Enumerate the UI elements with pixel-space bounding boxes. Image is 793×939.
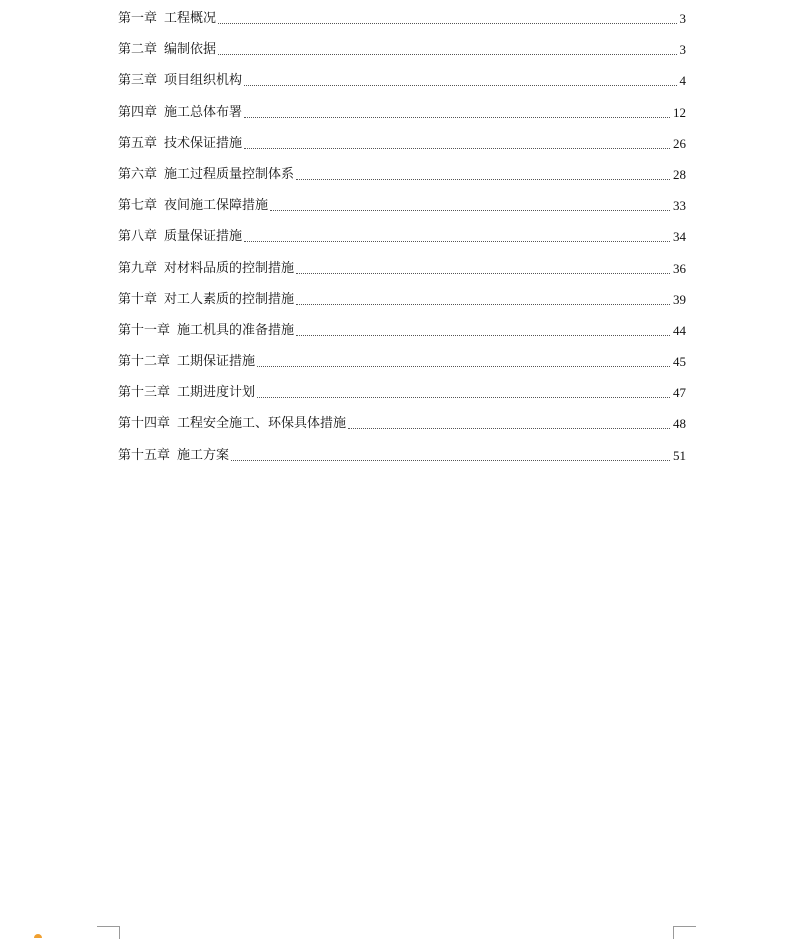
chapter-title: 工期保证措施 [177, 354, 256, 370]
chapter-title: 夜间施工保障措施 [164, 198, 269, 214]
chapter-number: 第十章 [118, 291, 158, 307]
dot-leader [296, 304, 670, 305]
dot-leader [296, 179, 670, 180]
chapter-number: 第七章 [118, 198, 158, 214]
chapter-title: 施工机具的准备措施 [177, 322, 295, 338]
chapter-number: 第一章 [118, 11, 158, 26]
dot-leader [257, 397, 670, 398]
chapter-number: 第八章 [118, 229, 158, 245]
toc-entry-9[interactable] [118, 247, 686, 278]
dot-leader [296, 335, 670, 336]
toc-entry-5[interactable] [118, 123, 686, 154]
page-number: 51 [673, 447, 686, 463]
page-corner-mark-icon [97, 926, 120, 939]
page-number: 3 [679, 11, 686, 26]
dot-leader [270, 210, 670, 211]
chapter-title: 技术保证措施 [164, 135, 243, 151]
chapter-number: 第十三章 [118, 385, 171, 401]
page-corner-mark-icon [673, 926, 696, 939]
chapter-number: 第九章 [118, 260, 158, 276]
toc-entry-6[interactable] [118, 154, 686, 185]
toc-entry-10[interactable] [118, 279, 686, 310]
toc-entry-3[interactable] [118, 60, 686, 91]
toc-entry-7[interactable] [118, 185, 686, 216]
dot-leader [244, 148, 670, 149]
dot-leader [231, 460, 670, 461]
toc-entry-2[interactable] [118, 29, 686, 60]
toc-entry-14[interactable] [118, 403, 686, 434]
chapter-title: 施工总体布署 [164, 104, 243, 120]
toc-entry-12[interactable] [118, 341, 686, 372]
edge-accent-icon [34, 934, 42, 938]
chapter-title: 对材料品质的控制措施 [164, 260, 295, 276]
chapter-number: 第五章 [118, 135, 158, 151]
page-number: 34 [673, 229, 686, 245]
page-number: 44 [673, 322, 686, 338]
toc-entry-15[interactable] [118, 434, 686, 465]
chapter-number: 第十五章 [118, 447, 171, 463]
page-number: 12 [673, 104, 686, 120]
table-of-contents [118, 9, 686, 466]
page-number: 33 [673, 198, 686, 214]
chapter-number: 第四章 [118, 104, 158, 120]
toc-entry-1[interactable] [118, 9, 686, 29]
toc-entry-4[interactable] [118, 91, 686, 122]
chapter-number: 第二章 [118, 42, 158, 58]
chapter-number: 第十二章 [118, 354, 171, 370]
dot-leader [244, 85, 676, 86]
page-number: 36 [673, 260, 686, 276]
toc-entry-13[interactable] [118, 372, 686, 403]
chapter-title: 工期进度计划 [177, 385, 256, 401]
chapter-number: 第三章 [118, 73, 158, 89]
dot-leader [257, 366, 670, 367]
chapter-title: 工程安全施工、环保具体措施 [177, 416, 347, 432]
page-number: 28 [673, 166, 686, 182]
page-number: 48 [673, 416, 686, 432]
dot-leader [218, 54, 676, 55]
dot-leader [244, 241, 670, 242]
dot-leader [218, 23, 676, 24]
page-number: 39 [673, 291, 686, 307]
dot-leader [296, 273, 670, 274]
chapter-title: 质量保证措施 [164, 229, 243, 245]
page-number: 45 [673, 354, 686, 370]
toc-entry-8[interactable] [118, 216, 686, 247]
page-number: 3 [679, 42, 686, 58]
chapter-number: 第六章 [118, 166, 158, 182]
page-number: 26 [673, 135, 686, 151]
chapter-number: 第十四章 [118, 416, 171, 432]
chapter-title: 工程概况 [164, 11, 217, 26]
chapter-title: 编制依据 [164, 42, 217, 58]
page-number: 47 [673, 385, 686, 401]
dot-leader [244, 117, 670, 118]
chapter-number: 第十一章 [118, 322, 171, 338]
chapter-title: 对工人素质的控制措施 [164, 291, 295, 307]
page-number: 4 [679, 73, 686, 89]
chapter-title: 项目组织机构 [164, 73, 243, 89]
toc-entry-11[interactable] [118, 310, 686, 341]
chapter-title: 施工过程质量控制体系 [164, 166, 295, 182]
chapter-title: 施工方案 [177, 447, 230, 463]
dot-leader [348, 428, 670, 429]
